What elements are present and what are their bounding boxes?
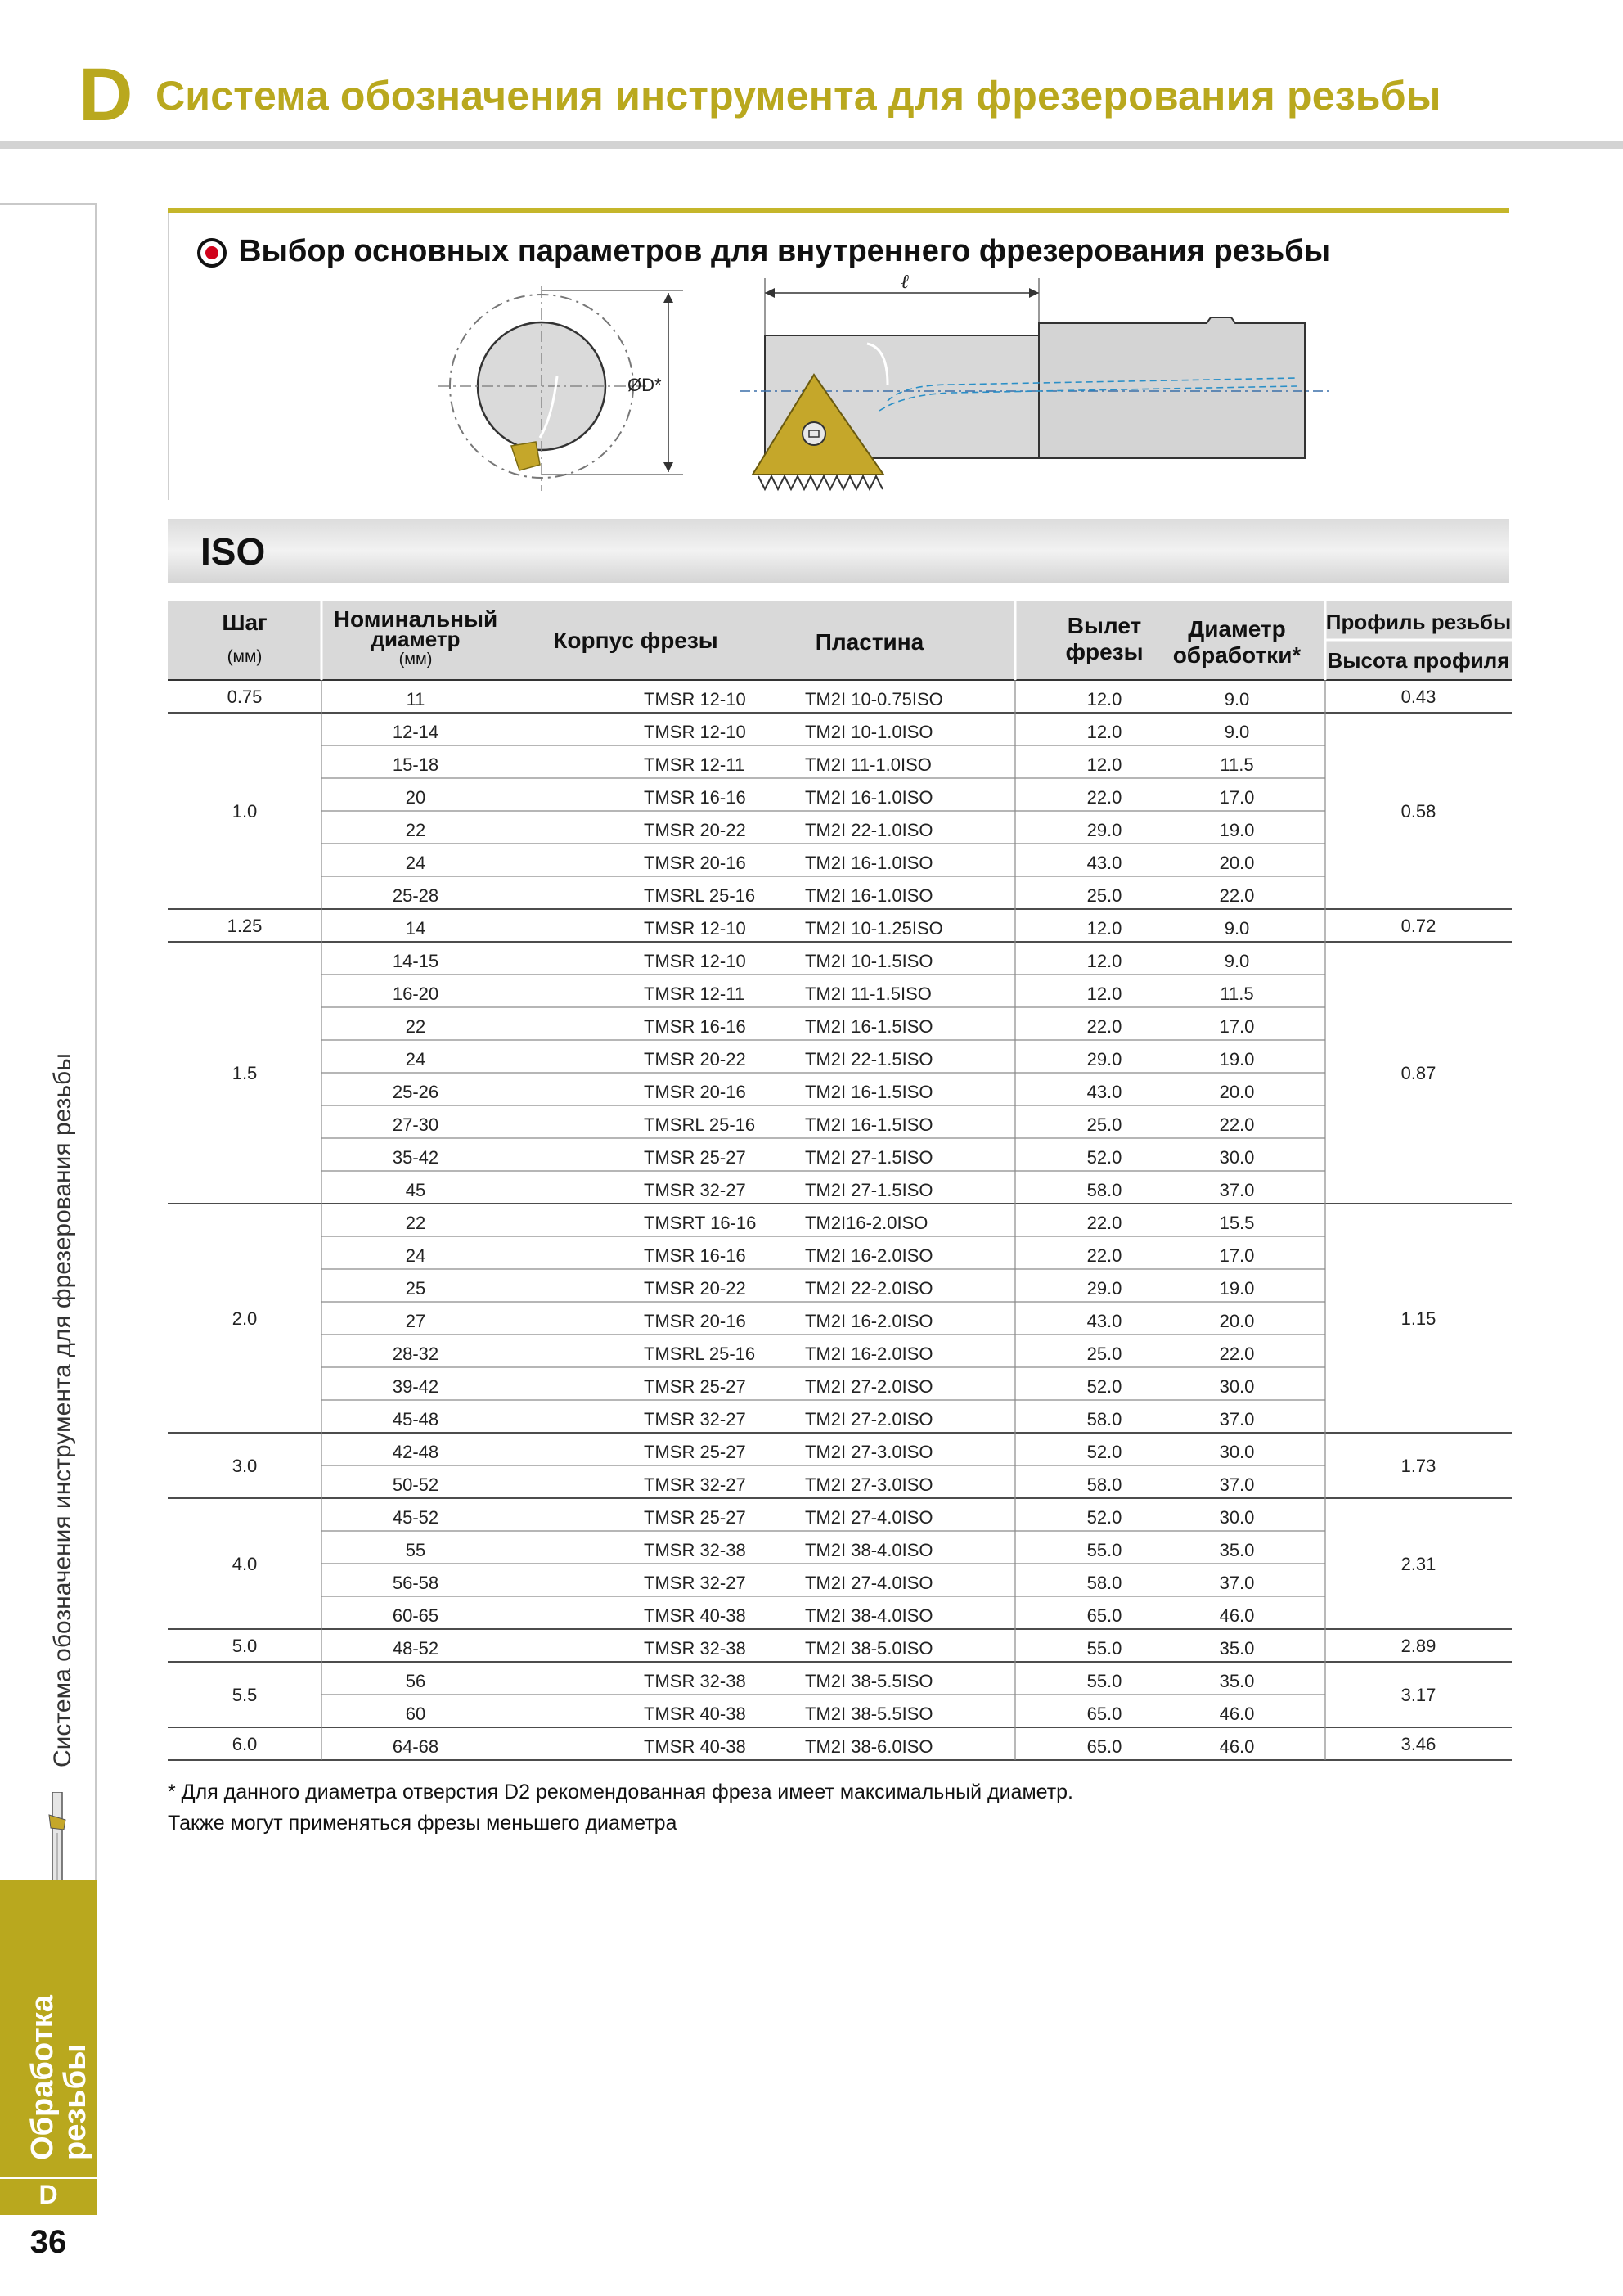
cell-diameter: 30.0 <box>1219 1507 1255 1528</box>
sidebar-category-label <box>26 1995 92 2160</box>
cell-diameter: 30.0 <box>1219 1147 1255 1168</box>
cell-body: TMSR 16-16 <box>644 1245 746 1266</box>
cell-overhang: 12.0 <box>1086 722 1122 742</box>
cell-insert: TM2I 16-1.0ISO <box>805 853 933 873</box>
cell-body: TMSR 25-27 <box>644 1376 746 1397</box>
cell-body: TMSR 40-38 <box>644 1736 746 1757</box>
cell-body: TMSR 12-10 <box>644 689 746 709</box>
cell-diameter: 17.0 <box>1219 1245 1255 1266</box>
cell-nominal: 60 <box>405 1704 426 1724</box>
cell-diameter: 9.0 <box>1224 951 1250 971</box>
cell-insert: TM2I 27-2.0ISO <box>805 1376 933 1397</box>
cell-diameter: 20.0 <box>1219 853 1255 873</box>
cell-diameter: 22.0 <box>1219 885 1255 906</box>
cell-nominal: 56 <box>405 1671 426 1691</box>
header-pitch: Шаг <box>222 610 268 635</box>
cell-diameter: 19.0 <box>1219 820 1255 840</box>
cell-body: TMSR 16-16 <box>644 787 746 808</box>
cell-diameter: 35.0 <box>1219 1638 1255 1659</box>
cell-profile-height: 0.43 <box>1400 687 1436 707</box>
cell-diameter: 35.0 <box>1219 1540 1255 1560</box>
cell-insert: TM2I 27-1.5ISO <box>805 1180 933 1200</box>
cell-body: TMSRL 25-16 <box>644 1344 756 1364</box>
cell-overhang: 29.0 <box>1086 820 1122 840</box>
cell-pitch: 6.0 <box>232 1734 258 1754</box>
header-overhang-2: фрезы <box>1065 639 1144 664</box>
cell-profile-height: 0.72 <box>1400 916 1436 936</box>
cell-nominal: 42-48 <box>392 1442 439 1462</box>
cell-body: TMSR 40-38 <box>644 1704 746 1724</box>
cell-insert: TM2I 38-5.0ISO <box>805 1638 933 1659</box>
cell-body: TMSR 32-27 <box>644 1409 746 1429</box>
cell-diameter: 17.0 <box>1219 787 1255 808</box>
cell-profile-height: 3.17 <box>1400 1685 1436 1705</box>
cell-overhang: 12.0 <box>1086 951 1122 971</box>
cell-overhang: 22.0 <box>1086 787 1122 808</box>
tool-diagram <box>168 270 1509 507</box>
cell-profile-height: 3.46 <box>1400 1734 1436 1754</box>
cell-overhang: 65.0 <box>1086 1704 1122 1724</box>
cell-overhang: 55.0 <box>1086 1671 1122 1691</box>
cell-body: TMSR 12-10 <box>644 918 746 939</box>
cell-profile-height: 2.89 <box>1400 1636 1436 1656</box>
cell-body: TMSRL 25-16 <box>644 1114 756 1135</box>
cell-insert: TM2I 10-1.25ISO <box>805 918 943 939</box>
cell-body: TMSR 12-10 <box>644 951 746 971</box>
side-view-drawing <box>740 278 1333 489</box>
cell-body: TMSR 32-38 <box>644 1540 746 1560</box>
cell-overhang: 12.0 <box>1086 984 1122 1004</box>
cell-nominal: 11 <box>406 689 425 709</box>
cell-overhang: 25.0 <box>1086 1114 1122 1135</box>
cell-insert: TM2I 11-1.5ISO <box>805 984 932 1004</box>
cell-nominal: 35-42 <box>392 1147 439 1168</box>
cell-overhang: 52.0 <box>1086 1507 1122 1528</box>
cell-insert: TM2I 38-6.0ISO <box>805 1736 933 1757</box>
cell-insert: TM2I 22-1.5ISO <box>805 1049 933 1069</box>
cell-insert: TM2I 27-2.0ISO <box>805 1409 933 1429</box>
cell-diameter: 37.0 <box>1219 1474 1255 1495</box>
cell-body: TMSR 40-38 <box>644 1605 746 1626</box>
cell-insert: TM2I 10-0.75ISO <box>805 689 943 709</box>
cell-pitch: 1.5 <box>232 1063 258 1083</box>
cell-diameter: 35.0 <box>1219 1671 1255 1691</box>
cell-insert: TM2I 38-5.5ISO <box>805 1704 933 1724</box>
cell-insert: TM2I 16-2.0ISO <box>805 1344 933 1364</box>
cell-diameter: 9.0 <box>1224 689 1250 709</box>
cell-nominal: 20 <box>405 787 426 808</box>
page-title: Система обозначения инструмента для фрезерования резьбы <box>155 73 1441 119</box>
header-nominal-unit: (мм) <box>398 651 433 669</box>
section-title: Выбор основных параметров для внутреннего фрезерования резьбы <box>239 234 1331 268</box>
cell-body: TMSR 20-16 <box>644 1311 746 1331</box>
sidebar-letter: D <box>38 2180 58 2209</box>
section-top-bar <box>168 208 1509 213</box>
cell-nominal: 55 <box>405 1540 426 1560</box>
cell-nominal: 27 <box>405 1311 426 1331</box>
cell-diameter: 30.0 <box>1219 1442 1255 1462</box>
cell-nominal: 25 <box>405 1278 426 1299</box>
cell-diameter: 11.5 <box>1220 754 1254 775</box>
cell-insert: TM2I 11-1.0ISO <box>805 754 932 775</box>
cell-overhang: 12.0 <box>1086 918 1122 939</box>
cell-overhang: 65.0 <box>1086 1736 1122 1757</box>
cell-overhang: 43.0 <box>1086 853 1122 873</box>
cell-diameter: 20.0 <box>1219 1311 1255 1331</box>
cell-nominal: 45 <box>405 1180 426 1200</box>
cell-diameter: 30.0 <box>1219 1376 1255 1397</box>
cell-insert: TM2I 38-4.0ISO <box>805 1605 933 1626</box>
cell-overhang: 58.0 <box>1086 1409 1122 1429</box>
cell-overhang: 52.0 <box>1086 1442 1122 1462</box>
thread-milling-table <box>168 601 1512 1761</box>
cell-overhang: 58.0 <box>1086 1573 1122 1593</box>
cell-diameter: 37.0 <box>1219 1180 1255 1200</box>
cell-overhang: 29.0 <box>1086 1049 1122 1069</box>
cell-body: TMSRL 25-16 <box>644 885 756 906</box>
cell-profile-height: 1.15 <box>1400 1308 1436 1329</box>
cell-nominal: 48-52 <box>392 1638 439 1659</box>
cell-diameter: 19.0 <box>1219 1278 1255 1299</box>
cell-nominal: 39-42 <box>392 1376 439 1397</box>
cell-overhang: 22.0 <box>1086 1213 1122 1233</box>
header-overhang-1: Вылет <box>1067 613 1142 638</box>
cell-insert: TM2I 16-1.5ISO <box>805 1114 933 1135</box>
cell-pitch: 2.0 <box>232 1308 258 1329</box>
cell-overhang: 12.0 <box>1086 689 1122 709</box>
cell-body: TMSR 20-22 <box>644 820 746 840</box>
cell-insert: TM2I 10-1.0ISO <box>805 722 933 742</box>
cell-pitch: 5.5 <box>232 1685 258 1705</box>
sidebar-vertical-title: Система обозначения инструмента для фрезерования резьбы <box>49 1053 76 1767</box>
sidebar-category-line2: резьбы <box>58 2043 92 2160</box>
chapter-letter: D <box>79 53 133 137</box>
cell-nominal: 64-68 <box>392 1736 439 1757</box>
cell-nominal: 12-14 <box>392 722 439 742</box>
cell-pitch: 1.25 <box>227 916 263 936</box>
cell-insert: TM2I 22-1.0ISO <box>805 820 933 840</box>
cell-body: TMSR 32-27 <box>644 1180 746 1200</box>
cell-overhang: 58.0 <box>1086 1474 1122 1495</box>
cell-insert: TM2I 27-3.0ISO <box>805 1474 933 1495</box>
cell-nominal: 16-20 <box>392 984 439 1004</box>
cell-nominal: 22 <box>405 1213 426 1233</box>
cell-nominal: 22 <box>405 820 426 840</box>
cell-nominal: 14 <box>405 918 426 939</box>
thread-tool-icon <box>41 1792 74 1882</box>
cell-profile-height: 0.58 <box>1400 801 1436 822</box>
cell-pitch: 0.75 <box>227 687 263 707</box>
cell-diameter: 19.0 <box>1219 1049 1255 1069</box>
cell-insert: TM2I 27-4.0ISO <box>805 1573 933 1593</box>
cell-pitch: 4.0 <box>232 1554 258 1574</box>
cell-diameter: 46.0 <box>1219 1736 1255 1757</box>
cell-insert: TM2I16-2.0ISO <box>805 1213 928 1233</box>
cell-nominal: 14-15 <box>392 951 439 971</box>
cell-diameter: 37.0 <box>1219 1409 1255 1429</box>
header-pitch-unit: (мм) <box>227 647 263 666</box>
cell-body: TMSR 12-10 <box>644 722 746 742</box>
header-nominal-2: диаметр <box>371 627 461 651</box>
cell-overhang: 25.0 <box>1086 1344 1122 1364</box>
cell-overhang: 29.0 <box>1086 1278 1122 1299</box>
cell-body: TMSR 20-16 <box>644 1082 746 1102</box>
cell-insert: TM2I 38-4.0ISO <box>805 1540 933 1560</box>
diameter-label: ØD* <box>627 375 662 395</box>
cell-nominal: 24 <box>405 1049 426 1069</box>
cell-insert: TM2I 10-1.5ISO <box>805 951 933 971</box>
cell-insert: TM2I 16-1.0ISO <box>805 787 933 808</box>
cell-nominal: 45-52 <box>392 1507 439 1528</box>
cell-overhang: 58.0 <box>1086 1180 1122 1200</box>
cell-body: TMSR 12-11 <box>644 754 745 775</box>
sidebar-category-line1: Обработка <box>25 1995 60 2160</box>
length-label: ℓ <box>901 272 909 293</box>
cell-diameter: 9.0 <box>1224 918 1250 939</box>
cell-nominal: 15-18 <box>392 754 439 775</box>
target-bullet-icon <box>196 237 227 268</box>
cell-body: TMSRT 16-16 <box>644 1213 757 1233</box>
cell-body: TMSR 25-27 <box>644 1147 746 1168</box>
header-insert: Пластина <box>815 629 924 655</box>
cell-overhang: 22.0 <box>1086 1245 1122 1266</box>
header-body: Корпус фрезы <box>553 628 718 653</box>
cell-overhang: 55.0 <box>1086 1638 1122 1659</box>
cell-insert: TM2I 16-1.0ISO <box>805 885 933 906</box>
cell-diameter: 9.0 <box>1224 722 1250 742</box>
cell-body: TMSR 32-27 <box>644 1474 746 1495</box>
cell-insert: TM2I 16-2.0ISO <box>805 1311 933 1331</box>
sidebar-top-line <box>0 203 97 205</box>
cell-insert: TM2I 22-2.0ISO <box>805 1278 933 1299</box>
standard-label: ISO <box>200 530 266 573</box>
cell-body: TMSR 32-38 <box>644 1638 746 1659</box>
cell-diameter: 22.0 <box>1219 1344 1255 1364</box>
cell-body: TMSR 32-38 <box>644 1671 746 1691</box>
cell-diameter: 46.0 <box>1219 1704 1255 1724</box>
cell-pitch: 3.0 <box>232 1456 258 1476</box>
page-number: 36 <box>29 2224 67 2260</box>
table-body <box>168 680 1512 1760</box>
cell-nominal: 24 <box>405 853 426 873</box>
standard-bar <box>168 519 1509 583</box>
cell-profile-height: 2.31 <box>1400 1554 1436 1574</box>
cell-nominal: 25-26 <box>392 1082 439 1102</box>
cell-profile-height: 0.87 <box>1400 1063 1436 1083</box>
cell-body: TMSR 12-11 <box>644 984 745 1004</box>
header-divider <box>0 141 1623 149</box>
cell-profile-height: 1.73 <box>1400 1456 1436 1476</box>
footnote-line1: * Для данного диаметра отверстия D2 рекомендованная фреза имеет максимальный диаметр. <box>168 1781 1074 1803</box>
cell-body: TMSR 25-27 <box>644 1442 746 1462</box>
cell-body: TMSR 16-16 <box>644 1016 746 1037</box>
cell-nominal: 25-28 <box>392 885 439 906</box>
cell-body: TMSR 20-16 <box>644 853 746 873</box>
cell-body: TMSR 20-22 <box>644 1049 746 1069</box>
cell-diameter: 20.0 <box>1219 1082 1255 1102</box>
cell-insert: TM2I 27-1.5ISO <box>805 1147 933 1168</box>
cell-diameter: 11.5 <box>1220 984 1254 1004</box>
header-diameter-2: обработки* <box>1172 642 1302 668</box>
header-diameter-1: Диаметр <box>1188 616 1286 642</box>
cell-pitch: 5.0 <box>232 1636 258 1656</box>
cell-nominal: 56-58 <box>392 1573 439 1593</box>
sidebar-divider <box>95 203 97 1786</box>
cell-nominal: 24 <box>405 1245 426 1266</box>
cell-overhang: 52.0 <box>1086 1376 1122 1397</box>
cell-overhang: 52.0 <box>1086 1147 1122 1168</box>
cell-insert: TM2I 16-2.0ISO <box>805 1245 933 1266</box>
footnote-line2: Также могут применяться фрезы меньшего диаметра <box>168 1812 677 1835</box>
cell-pitch: 1.0 <box>232 801 258 822</box>
cell-overhang: 65.0 <box>1086 1605 1122 1626</box>
header-profile: Профиль резьбы <box>1325 610 1512 634</box>
cell-overhang: 22.0 <box>1086 1016 1122 1037</box>
cell-overhang: 43.0 <box>1086 1082 1122 1102</box>
cell-diameter: 46.0 <box>1219 1605 1255 1626</box>
cell-diameter: 22.0 <box>1219 1114 1255 1135</box>
cell-diameter: 15.5 <box>1219 1213 1255 1233</box>
table-header <box>168 601 1512 680</box>
cell-nominal: 45-48 <box>392 1409 439 1429</box>
cell-insert: TM2I 27-4.0ISO <box>805 1507 933 1528</box>
cell-nominal: 50-52 <box>392 1474 439 1495</box>
cell-diameter: 17.0 <box>1219 1016 1255 1037</box>
cell-nominal: 60-65 <box>392 1605 439 1626</box>
cell-nominal: 22 <box>405 1016 426 1037</box>
cell-insert: TM2I 16-1.5ISO <box>805 1016 933 1037</box>
cell-overhang: 12.0 <box>1086 754 1122 775</box>
cell-diameter: 37.0 <box>1219 1573 1255 1593</box>
cell-body: TMSR 25-27 <box>644 1507 746 1528</box>
cell-nominal: 27-30 <box>392 1114 439 1135</box>
sidebar-divider-lower <box>95 1786 97 1880</box>
cell-overhang: 25.0 <box>1086 885 1122 906</box>
cell-body: TMSR 32-27 <box>644 1573 746 1593</box>
cell-overhang: 55.0 <box>1086 1540 1122 1560</box>
cell-insert: TM2I 27-3.0ISO <box>805 1442 933 1462</box>
cell-insert: TM2I 38-5.5ISO <box>805 1671 933 1691</box>
cell-insert: TM2I 16-1.5ISO <box>805 1082 933 1102</box>
header-height: Высота профиля <box>1327 648 1510 673</box>
cell-body: TMSR 20-22 <box>644 1278 746 1299</box>
cell-overhang: 43.0 <box>1086 1311 1122 1331</box>
header-nominal-1: Номинальный <box>333 606 498 632</box>
cell-nominal: 28-32 <box>392 1344 439 1364</box>
